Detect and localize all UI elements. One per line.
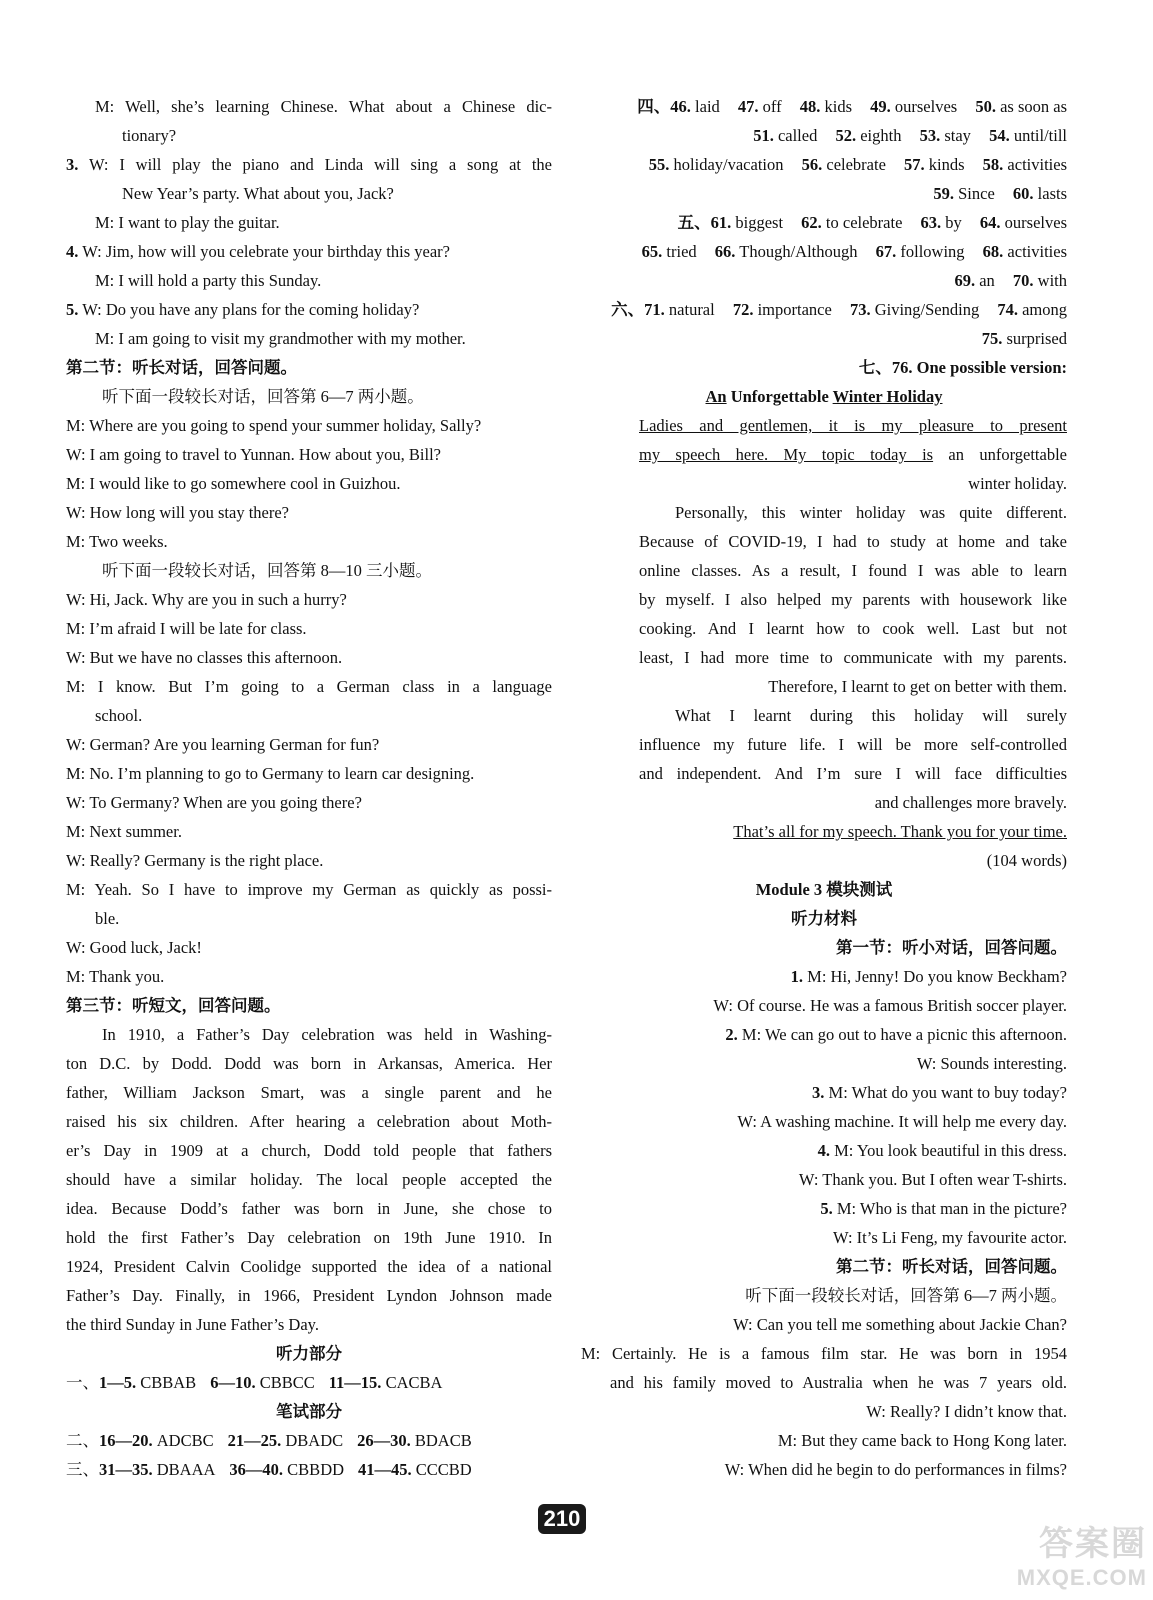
question-line: W: Of course. He was a famous British soccer player. [713,996,1067,1015]
essay-line: cooking. And I learnt how to cook well. Last but not [639,619,1067,638]
answer-row: 二、16—20. ADCBC 21—25. DBADC 26—30. BDACB [66,1431,472,1450]
watermark-domain: MXQE.COM [1016,1565,1147,1590]
question-line: 2. M: We can go out to have a picnic this afternoon. [725,1025,1067,1044]
dialogue-line: W: German? Are you learning German for fun? [66,735,380,754]
text-line: M: I am going to visit my grandmother with my mother. [95,329,466,348]
text-line: M: Well, she’s learning Chinese. What about a Chinese dic- [95,97,552,116]
part-heading: 听力部分 [276,1344,342,1363]
answer-row: 一、1—5. CBBAB 6—10. CBBCC 11—15. CACBA [66,1373,443,1392]
essay-line: winter holiday. [968,474,1067,493]
dialogue-line: M: Certainly. He is a famous film star. He was born in 1954 [581,1344,1067,1363]
answer-row: 75. surprised [981,329,1067,348]
question-line: 3. M: What do you want to buy today? [812,1083,1067,1102]
instruction: 听下面一段较长对话，回答第 8—10 三小题。 [102,561,432,580]
watermark-logo [947,1516,1147,1596]
right-column [581,92,1067,1484]
answer-row: 三、31—35. DBAAA 36—40. CBBDD 41—45. CCCBD [66,1460,472,1479]
left-column [66,92,552,1484]
text-line: M: I will hold a party this Sunday. [95,271,322,290]
dialogue-line: M: But they came back to Hong Kong later. [777,1431,1067,1450]
answer-row: 六、71. natural 72. importance 73. Giving/Sending 74. among [611,300,1067,319]
essay-line: Personally, this winter holiday was quite different. [675,503,1067,522]
text-line: New Year’s party. What about you, Jack? [122,184,394,203]
passage-line: the third Sunday in June Father’s Day. [66,1315,319,1334]
passage-line: idea. Because Dodd’s father was born in June, she chose to [66,1199,552,1218]
essay-line: by myself. I also helped my parents with housework like [639,590,1067,609]
passage-line: father, William Jackson Smart, was a single parent and he [66,1083,552,1102]
part-heading: 笔试部分 [276,1402,342,1421]
instruction: 听下面一段较长对话，回答第 6—7 两小题。 [745,1286,1067,1305]
dialogue-line: M: I’m afraid I will be late for class. [66,619,307,638]
answer-row: 51. called 52. eighth 53. stay 54. until/till [753,126,1067,145]
essay-line: influence my future life. I will be more self-controlled [639,735,1067,754]
question-4: 4. W: Jim, how will you celebrate your birthday this year? [66,242,450,261]
dialogue-line: W: To Germany? When are you going there? [66,793,362,812]
module-title: Module 3 模块测试 [755,880,893,899]
dialogue-line: M: Two weeks. [66,532,168,551]
essay-line: Ladies and gentlemen, it is my pleasure to present [639,416,1067,435]
dialogue-line: W: Good luck, Jack! [66,938,202,957]
section-heading: 第二节：听长对话，回答问题。 [836,1257,1067,1276]
essay-line: and independent. And I’m sure I will face difficulties [639,764,1067,783]
passage-line: In 1910, a Father’s Day celebration was held in Washing- [102,1025,552,1044]
dialogue-line: W: Can you tell me something about Jackie Chan? [733,1315,1067,1334]
question-3: 3. W: I will play the piano and Linda will sing a song at the [66,155,552,174]
section-heading: 第二节：听长对话，回答问题。 [66,358,297,377]
essay-line: What I learnt during this holiday will surely [675,706,1067,725]
essay-line: online classes. As a result, I found I was able to learn [639,561,1067,580]
question-line: 4. M: You look beautiful in this dress. [817,1141,1067,1160]
answer-row: 四、46. laid 47. off 48. kids 49. ourselves 50. as soon as [637,97,1067,116]
question-line: W: Sounds interesting. [916,1054,1067,1073]
dialogue-line: W: Really? I didn’t know that. [866,1402,1067,1421]
answer-row: 55. holiday/vacation 56. celebrate 57. kinds 58. activities [648,155,1067,174]
essay-line: my speech here. My topic today is an unforgettable [639,445,1067,464]
dialogue-line: M: Yeah. So I have to improve my German as quickly as possi- [66,880,552,899]
answer-row: 69. an 70. with [954,271,1067,290]
dialogue-line: M: Where are you going to spend your summer holiday, Sally? [66,416,482,435]
passage-line: should have a similar holiday. The local people accepted the [66,1170,552,1189]
essay-line: and challenges more bravely. [874,793,1067,812]
dialogue-line: W: When did he begin to do performances in films? [724,1460,1067,1479]
question-line: 5. M: Who is that man in the picture? [820,1199,1067,1218]
word-count: (104 words) [986,851,1067,870]
dialogue-line: and his family moved to Australia when he was 7 years old. [610,1373,1067,1392]
dialogue-line: M: I know. But I’m going to a German class in a language [66,677,552,696]
watermark-text: 答案圈 [1039,1525,1147,1563]
section-heading: 第一节：听小对话，回答问题。 [836,938,1067,957]
passage-line: hold the first Father’s Day celebration on 19th June 1910. In [66,1228,552,1247]
essay-line: That’s all for my speech. Thank you for your time. [733,822,1067,841]
dialogue-line: W: How long will you stay there? [66,503,290,522]
question-line: 1. M: Hi, Jenny! Do you know Beckham? [790,967,1067,986]
essay-title: An Unforgettable Winter Holiday [705,387,943,406]
text-line: M: I want to play the guitar. [95,213,280,232]
instruction: 听下面一段较长对话，回答第 6—7 两小题。 [102,387,424,406]
dialogue-line: W: But we have no classes this afternoon. [66,648,343,667]
answer-row: 65. tried 66. Though/Although 67. following 68. activities [641,242,1067,261]
answer-row: 五、61. biggest 62. to celebrate 63. by 64. ourselves [677,213,1067,232]
dialogue-line: W: Hi, Jack. Why are you in such a hurry? [66,590,347,609]
dialogue-line: ble. [95,909,120,928]
question-line: W: It’s Li Feng, my favourite actor. [833,1228,1067,1247]
dialogue-line: W: Really? Germany is the right place. [66,851,324,870]
question-line: W: A washing machine. It will help me every day. [737,1112,1067,1131]
essay-line: least, I had more time to communicate with my parents. [639,648,1067,667]
text-line: tionary? [122,126,177,145]
section-heading: 七、76. One possible version: [858,358,1067,377]
dialogue-line: M: Next summer. [66,822,182,841]
passage-line: Father’s Day. Finally, in 1966, President Lyndon Johnson made [66,1286,552,1305]
passage-line: raised his six children. After hearing a celebration about Moth- [66,1112,552,1131]
dialogue-line: M: Thank you. [66,967,165,986]
question-line: W: Thank you. But I often wear T-shirts. [798,1170,1067,1189]
essay-line: Because of COVID-19, I had to study at home and take [639,532,1067,551]
dialogue-line: W: I am going to travel to Yunnan. How about you, Bill? [66,445,442,464]
question-5: 5. W: Do you have any plans for the coming holiday? [66,300,420,319]
dialogue-line: school. [95,706,143,725]
dialogue-line: M: I would like to go somewhere cool in Guizhou. [66,474,401,493]
passage-line: er’s Day in 1909 at a church, Dodd told people that fathers [66,1141,552,1160]
page-number: 210 [538,1504,586,1534]
dialogue-line: M: No. I’m planning to go to Germany to learn car designing. [66,764,475,783]
answer-row: 59. Since 60. lasts [933,184,1067,203]
passage-line: ton D.C. by Dodd. Dodd was born in Arkansas, America. Her [66,1054,552,1073]
section-heading: 第三节：听短文，回答问题。 [66,996,281,1015]
passage-line: 1924, President Calvin Coolidge supported the idea of a national [66,1257,552,1276]
subsection-title: 听力材料 [791,909,857,928]
essay-line: Therefore, I learnt to get on better with them. [768,677,1067,696]
